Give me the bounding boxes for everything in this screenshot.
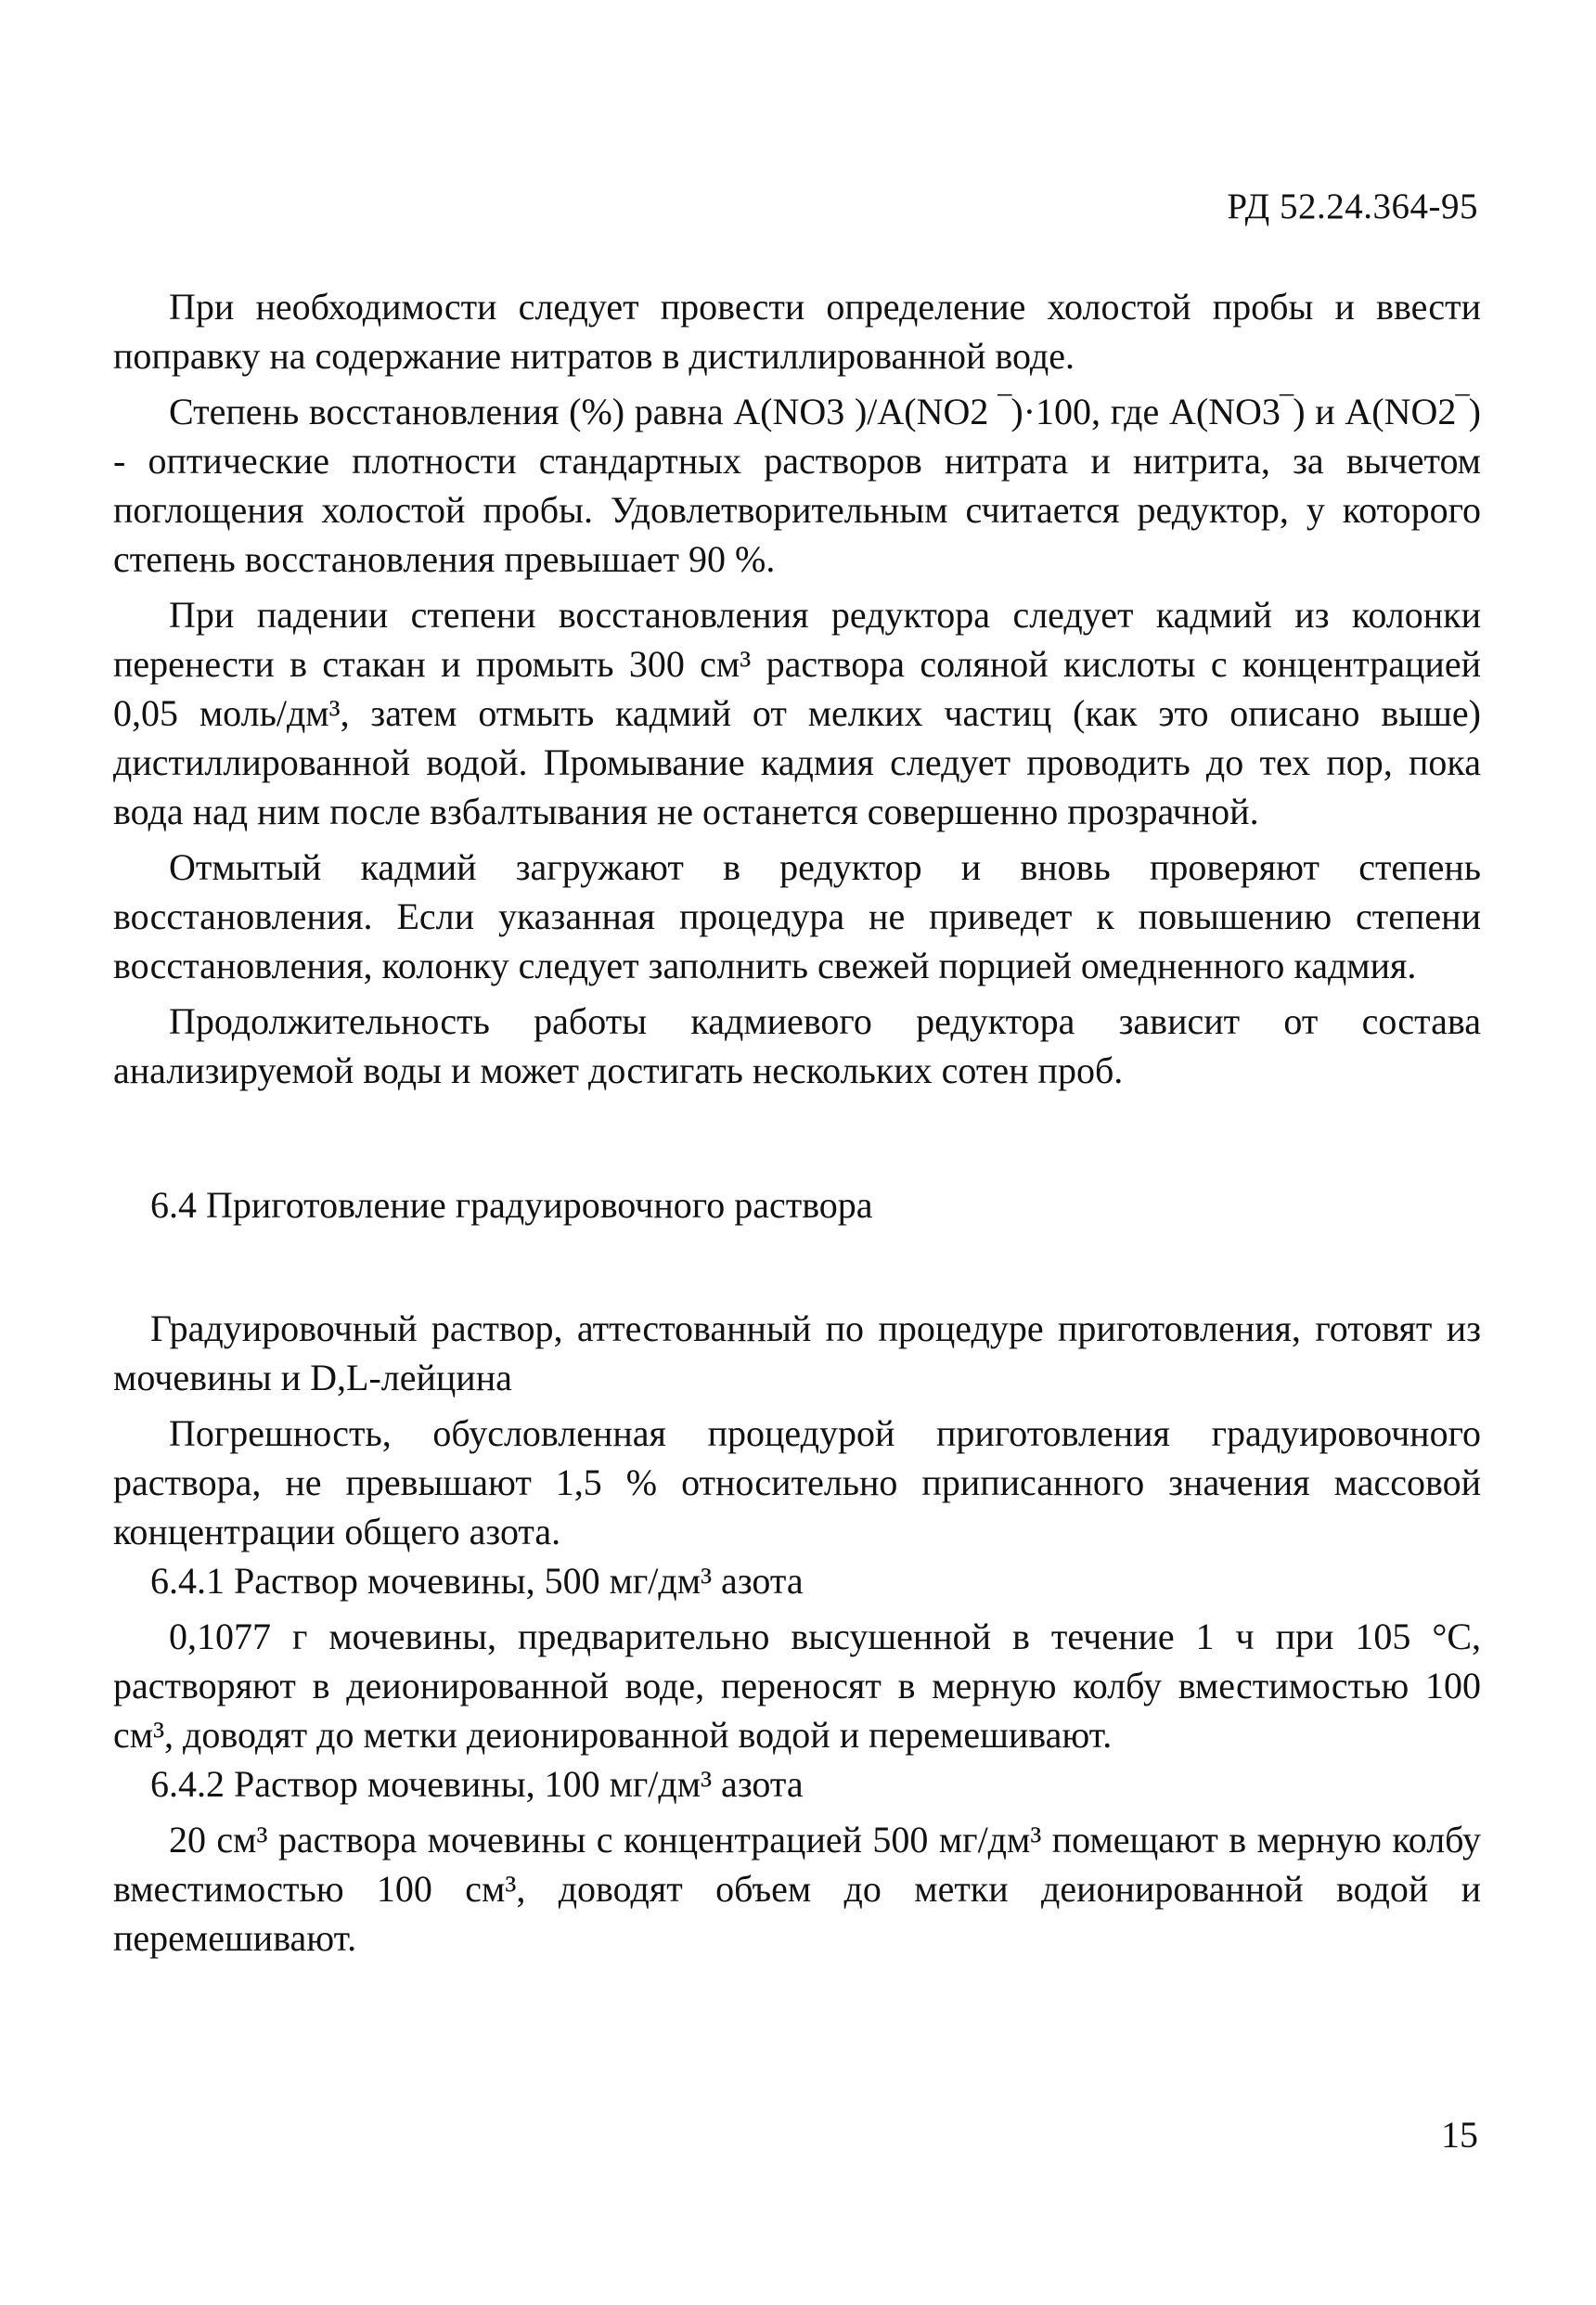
section-heading: 6.4 Приготовление градуировочного раствора (150, 1184, 873, 1226)
document-code: РД 52.24.364-95 (1227, 187, 1478, 226)
paragraph-blank-sample: При необходимости следует провести определение холостой пробы и ввести поправку на содержание нитратов в дистиллированной воде. (113, 286, 1481, 377)
page-number: 15 (1441, 2114, 1478, 2156)
paragraph-reduction-degree: Степень восстановления (%) равна A(NO3 )/A(NO2 ‾)·100, где A(NO3‾) и A(NO2‾) - оптические плотности стандартных растворов нитрата и нитрита, за вычетом поглощения холостой пробы. Удовлетворительным считается редуктор, у которого степень восстановления превышает 90 %. (113, 391, 1481, 580)
subsection-heading-6-4-2: 6.4.2 Раствор мочевины, 100 мг/дм³ азота (150, 1763, 804, 1805)
paragraph-cadmium-washing: При падении степени восстановления редуктора следует кадмий из колонки перенести в стакан и промыть 300 см³ раствора соляной кислоты с концентрацией 0,05 моль/дм³, затем отмыть кадмий от мелких частиц (как это описано выше) дистиллированной водой. Промывание кадмия следует проводить до тех пор, пока вода над ним после взбалтывания не останется совершенно прозрачной. (113, 594, 1481, 832)
paragraph-urea-100: 20 см³ раствора мочевины с концентрацией 500 мг/дм³ помещают в мерную колбу вместимостью 100 см³, доводят объем до метки деионированной водой и перемешивают. (113, 1819, 1481, 1959)
paragraph-reductor-lifetime: Продолжительность работы кадмиевого редуктора зависит от состава анализируемой воды и может достигать нескольких сотен проб. (113, 1000, 1481, 1091)
page-body (113, 282, 1481, 1963)
paragraph-urea-500: 0,1077 г мочевины, предварительно высушенной в течение 1 ч при 105 °C, растворяют в деионированной воде, переносят в мерную колбу вместимостью 100 см³, доводят до метки деионированной водой и перемешивают. (113, 1616, 1481, 1756)
paragraph-calibration-solution: Градуировочный раствор, аттестованный по процедуре приготовления, готовят из мочевины и D,L-лейцина (113, 1307, 1481, 1398)
paragraph-cadmium-reload: Отмытый кадмий загружают в редуктор и вновь проверяют степень восстановления. Если указанная процедура не приведет к повышению степени восстановления, колонку следует заполнить свежей порцией омедненного кадмия. (113, 846, 1481, 986)
subsection-heading-6-4-1: 6.4.1 Раствор мочевины, 500 мг/дм³ азота (150, 1560, 804, 1602)
paragraph-error: Погрешность, обусловленная процедурой приготовления градуировочного раствора, не превышают 1,5 % относительно приписанного значения массовой концентрации общего азота. (113, 1412, 1481, 1552)
